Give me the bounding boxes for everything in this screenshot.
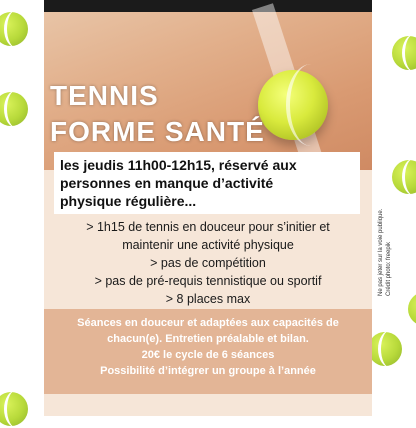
intro-box (54, 152, 360, 214)
features-list (44, 218, 372, 308)
intro-line: les jeudis 11h00-12h15, réservé aux (60, 157, 297, 173)
feature-item: > pas de pré-requis tennistique ou sportif (94, 274, 322, 288)
top-band (44, 0, 372, 12)
tennis-ball-icon (0, 392, 28, 426)
feature-item: maintenir une activité physique (122, 238, 294, 252)
intro-line: personnes en manque d’activité (60, 175, 274, 191)
poster (44, 0, 372, 416)
tennis-ball-icon (392, 36, 416, 70)
side-credits (376, 178, 400, 298)
tennis-ball-icon (0, 12, 28, 46)
info-line: 20€ le cycle de 6 séances (141, 349, 275, 361)
poster-title-line1: TENNIS (50, 80, 159, 111)
info-line: Séances en douceur et adaptées aux capacités de (77, 317, 339, 329)
info-box (44, 309, 372, 394)
tennis-ball-icon (408, 292, 416, 326)
hero-image (44, 0, 372, 170)
side-text-2: Crédit photo: freepik (386, 241, 392, 296)
tennis-ball-icon (0, 92, 28, 126)
info-line: chacun(e). Entretien préalable et bilan. (107, 333, 309, 345)
bottom-strip (44, 404, 372, 416)
feature-item: > 8 places max (165, 292, 251, 306)
side-text-1: Ne pas jeter sur la voie publique. (378, 208, 384, 296)
info-line: Possibilité d’intégrer un groupe à l’année (100, 365, 316, 377)
intro-line: physique régulière... (60, 193, 197, 209)
feature-item: > 1h15 de tennis en douceur pour s’initier et (86, 220, 330, 234)
feature-item: > pas de compétition (150, 256, 266, 270)
tennis-ball-icon (368, 332, 402, 366)
poster-title-line2: FORME SANTÉ (50, 116, 265, 147)
